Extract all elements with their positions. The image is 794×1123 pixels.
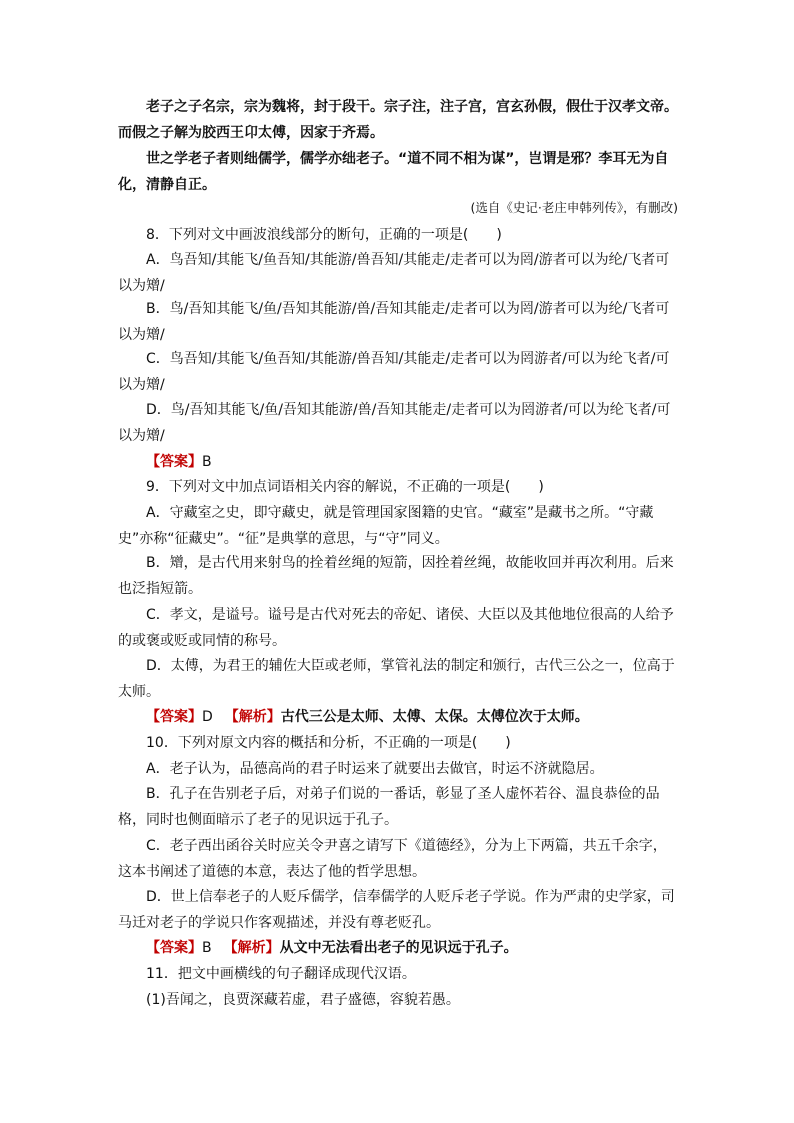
- q10-option-a: A．老子认为，品德高尚的君子时运来了就要出去做官，时运不济就隐居。: [146, 761, 604, 777]
- q11-stem: 11．把文中画横线的句子翻译成现代汉语。: [146, 966, 416, 982]
- q10-explanation: 从文中无法看出老子的见识远于孔子。: [279, 940, 518, 956]
- q10-option-c: C．老子西出函谷关时应关令尹喜之请写下《道德经》，分为上下两篇，共五千余字，这本书阐述了道德的本意，表达了他的哲学思想。: [118, 838, 667, 880]
- passage-paragraph-1: 老子之子名宗，宗为魏将，封于段干。宗子注，注子宫，宫玄孙假，假仕于汉孝文帝。而假之子解为胶西王卬太傅，因家于齐焉。: [118, 99, 678, 141]
- q9-option-a: A．守藏室之史，即守藏史，就是管理国家图籍的史官。“藏室”是藏书之所。“守藏史”亦称“征藏史”。“征”是典掌的意思，与“守”同义。: [118, 505, 654, 547]
- q10-option-d: D．世上信奉老子的人贬斥儒学，信奉儒学的人贬斥老子学说。作为严肃的史学家，司马迁对老子的学说只作客观描述，并没有尊老贬孔。: [118, 889, 675, 931]
- q9-answer: D: [202, 709, 213, 725]
- q11-sentence-1: (1)吾闻之，良贾深藏若虚，君子盛德，容貌若愚。: [146, 992, 460, 1008]
- q9-stem: 9．下列对文中加点词语相关内容的解说，不正确的一项是( ): [146, 479, 544, 495]
- explanation-label: 【解析】: [223, 940, 280, 956]
- passage-paragraph-2: 世之学老子者则绌儒学，儒学亦绌老子。“道不同不相为谋”，岂谓是邪？李耳无为自化，清静自正。: [118, 151, 669, 193]
- q10-answer-line: [118, 935, 678, 961]
- answer-label: 【答案】: [146, 709, 202, 725]
- q10-stem: 10．下列对原文内容的概括和分析，不正确的一项是( ): [146, 735, 511, 751]
- q9-explanation: 古代三公是太师、太傅、太保。太傅位次于太师。: [280, 709, 589, 725]
- q8-option-b: B．鸟/吾知其能飞/鱼/吾知其能游/兽/吾知其能走/走者可以为罔/游者可以为纶/飞者可以为矰/: [118, 301, 670, 343]
- q8-answer: B: [202, 454, 212, 470]
- q8-option-c: C．鸟吾知/其能飞/鱼吾知/其能游/兽吾知/其能走/走者可以为罔游者/可以为纶飞者/可以为矰/: [118, 351, 670, 393]
- q8-answer-line: [118, 449, 678, 475]
- q10-answer: B: [202, 940, 212, 956]
- q8-stem: 8．下列对文中画波浪线部分的断句，正确的一项是( ): [146, 227, 502, 243]
- q9-option-c: C．孝文，是谥号。谥号是古代对死去的帝妃、诸侯、大臣以及其他地位很高的人给予的或褒或贬或同情的称号。: [118, 607, 674, 649]
- answer-label: 【答案】: [146, 940, 202, 956]
- answer-label: 【答案】: [146, 454, 202, 470]
- source-note: (选自《史记·老庄申韩列传》，有删改): [470, 200, 678, 215]
- q8-option-d: D．鸟/吾知其能飞/鱼/吾知其能游/兽/吾知其能走/走者可以为罔游者/可以为纶飞者/可以为矰/: [118, 402, 671, 444]
- q8-option-a: A．鸟吾知/其能飞/鱼吾知/其能游/兽吾知/其能走/走者可以为罔/游者可以为纶/飞者可以为矰/: [118, 252, 670, 294]
- q9-option-d: D．太傅，为君王的辅佐大臣或老师，掌管礼法的制定和颁行，古代三公之一，位高于太师。: [118, 658, 675, 700]
- explanation-label: 【解析】: [224, 709, 281, 725]
- q9-option-b: B．矰，是古代用来射鸟的拴着丝绳的短箭，因拴着丝绳，故能收回并再次利用。后来也泛指短箭。: [118, 555, 674, 597]
- q9-answer-line: [118, 704, 678, 730]
- q10-option-b: B．孔子在告别老子后，对弟子们说的一番话，彰显了圣人虚怀若谷、温良恭俭的品格，同时也侧面暗示了老子的见识远于孔子。: [118, 786, 660, 828]
